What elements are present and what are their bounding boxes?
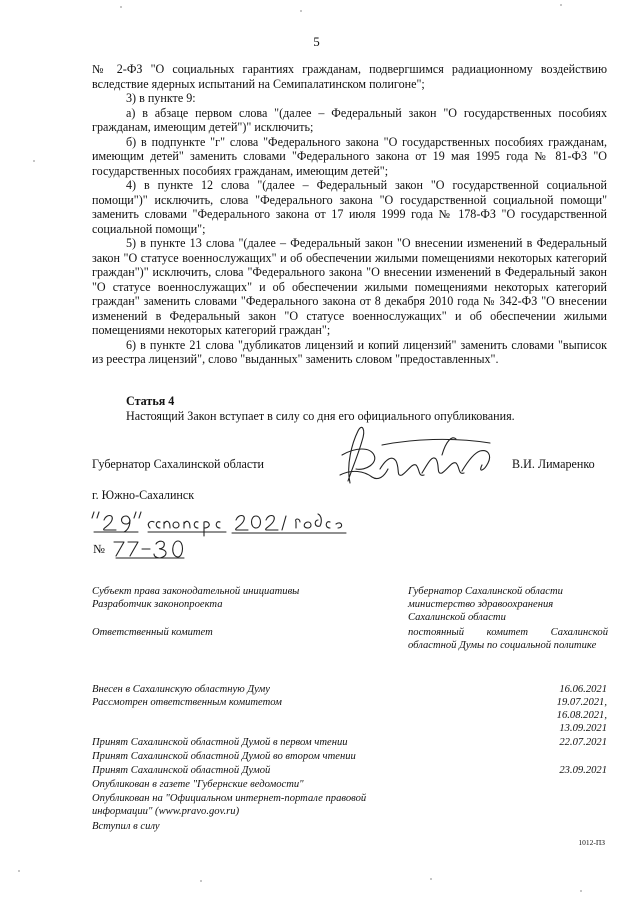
- developer-label: Разработчик законопроекта: [92, 599, 223, 610]
- history-label: Опубликован на "Официальном интернет-портале правовой информации" (www.pravo.gov.ru): [92, 793, 367, 817]
- history-label: Вступил в силу: [92, 821, 160, 832]
- developer-value: министерство здравоохранения Сахалинской области: [408, 599, 554, 623]
- body-paragraph: а) в абзаце первом слова "(далее – Федеральный закон "О государственных пособиях гражданам, имеющим детей")" исключить;: [92, 105, 607, 134]
- body-paragraph: 4) в пункте 12 слова "(далее – Федеральный закон "О государственной социальной помощи")" исключить, слова "Федерального закона "О государственной социальной помощи" заменить словами "Федерального закона от 17 июля 1999 года № 178-ФЗ "О государственной социальной помощи";: [92, 178, 607, 236]
- article-4: [126, 394, 606, 423]
- subject-label: Субъект права законодательной инициативы: [92, 586, 300, 597]
- history-label: Принят Сахалинской областной Думой: [92, 765, 271, 776]
- history-label: Рассмотрен ответственным комитетом: [92, 697, 282, 708]
- article-text: Настоящий Закон вступает в силу со дня его официального опубликования.: [126, 408, 515, 423]
- scan-speck: [18, 870, 20, 872]
- history-date: 22.07.2021: [559, 737, 607, 748]
- committee-label: Ответственный комитет: [92, 627, 213, 638]
- scan-speck: [430, 878, 432, 880]
- body-paragraph: № 2-ФЗ "О социальных гарантиях гражданам, подвергшимся радиационному воздействию вследствие ядерных испытаний на Семипалатинском полигоне";: [92, 62, 607, 91]
- history-date: 23.09.2021: [559, 765, 607, 776]
- history-label: Принят Сахалинской областной Думой во втором чтении: [92, 751, 356, 762]
- body-paragraph: 6) в пункте 21 слова "дубликатов лицензий и копий лицензий" заменить словами "выписок из реестра лицензий", слово "выданных" заменить словом "предоставленных".: [92, 337, 607, 366]
- scan-speck: [300, 10, 302, 12]
- document-body: [92, 62, 607, 367]
- history-label: Принят Сахалинской областной Думой в первом чтении: [92, 737, 348, 748]
- history-date: 19.07.2021,: [556, 697, 607, 708]
- scan-speck: [120, 6, 122, 8]
- scan-speck: [33, 160, 35, 162]
- scan-speck: [200, 880, 202, 882]
- handwritten-number: [108, 536, 188, 562]
- history-date: 13.09.2021: [559, 723, 607, 734]
- body-paragraph: б) в подпункте "г" слова "Федерального закона "О государственных пособиях гражданам, имеющим детей" заменить словами "Федерального закона от 19 мая 1995 года № 81-ФЗ "О государственных пособиях гражданам, имеющим детей";: [92, 134, 607, 178]
- page-number: 5: [313, 34, 320, 49]
- article-heading: Статья 4: [126, 394, 175, 408]
- signatory-position: Губернатор Сахалинской области: [92, 457, 264, 471]
- signature-image: [322, 425, 507, 493]
- committee-value: постоянный комитет Сахалинской областной Думы по социальной политике: [408, 627, 608, 651]
- scan-speck: [580, 890, 582, 892]
- signatory-name: В.И. Лимаренко: [512, 457, 595, 471]
- history-date: 16.06.2021: [559, 684, 607, 695]
- subject-value: Губернатор Сахалинской области: [408, 586, 563, 597]
- history-date: 16.08.2021,: [556, 710, 607, 721]
- handwritten-date: [90, 508, 350, 538]
- scan-speck: [560, 4, 562, 6]
- history-label: Внесен в Сахалинскую областную Думу: [92, 684, 270, 695]
- body-paragraph: 3) в пункте 9:: [126, 91, 196, 105]
- document-code: 1012-ПЗ: [578, 838, 605, 847]
- city: г. Южно-Сахалинск: [92, 488, 195, 502]
- number-label: №: [93, 542, 105, 556]
- history-label: Опубликован в газете "Губернские ведомости": [92, 779, 304, 790]
- body-paragraph: 5) в пункте 13 слова "(далее – Федеральный закон "О внесении изменений в Федеральный закон "О статусе военнослужащих" и об обеспечении жилыми помещениями некоторых категорий граждан")" исключить, слова "Федерального закона "О внесении изменений в Федеральный закон "О статусе военнослужащих" и об обеспечении жилыми помещениями некоторых категорий граждан" заменить словами "Федерального закона от 8 декабря 2010 года № 342-ФЗ "О внесении изменений в Федеральный закон "О статусе военнослужащих" и об обеспечении жилыми помещениями некоторых категорий граждан";: [92, 236, 607, 337]
